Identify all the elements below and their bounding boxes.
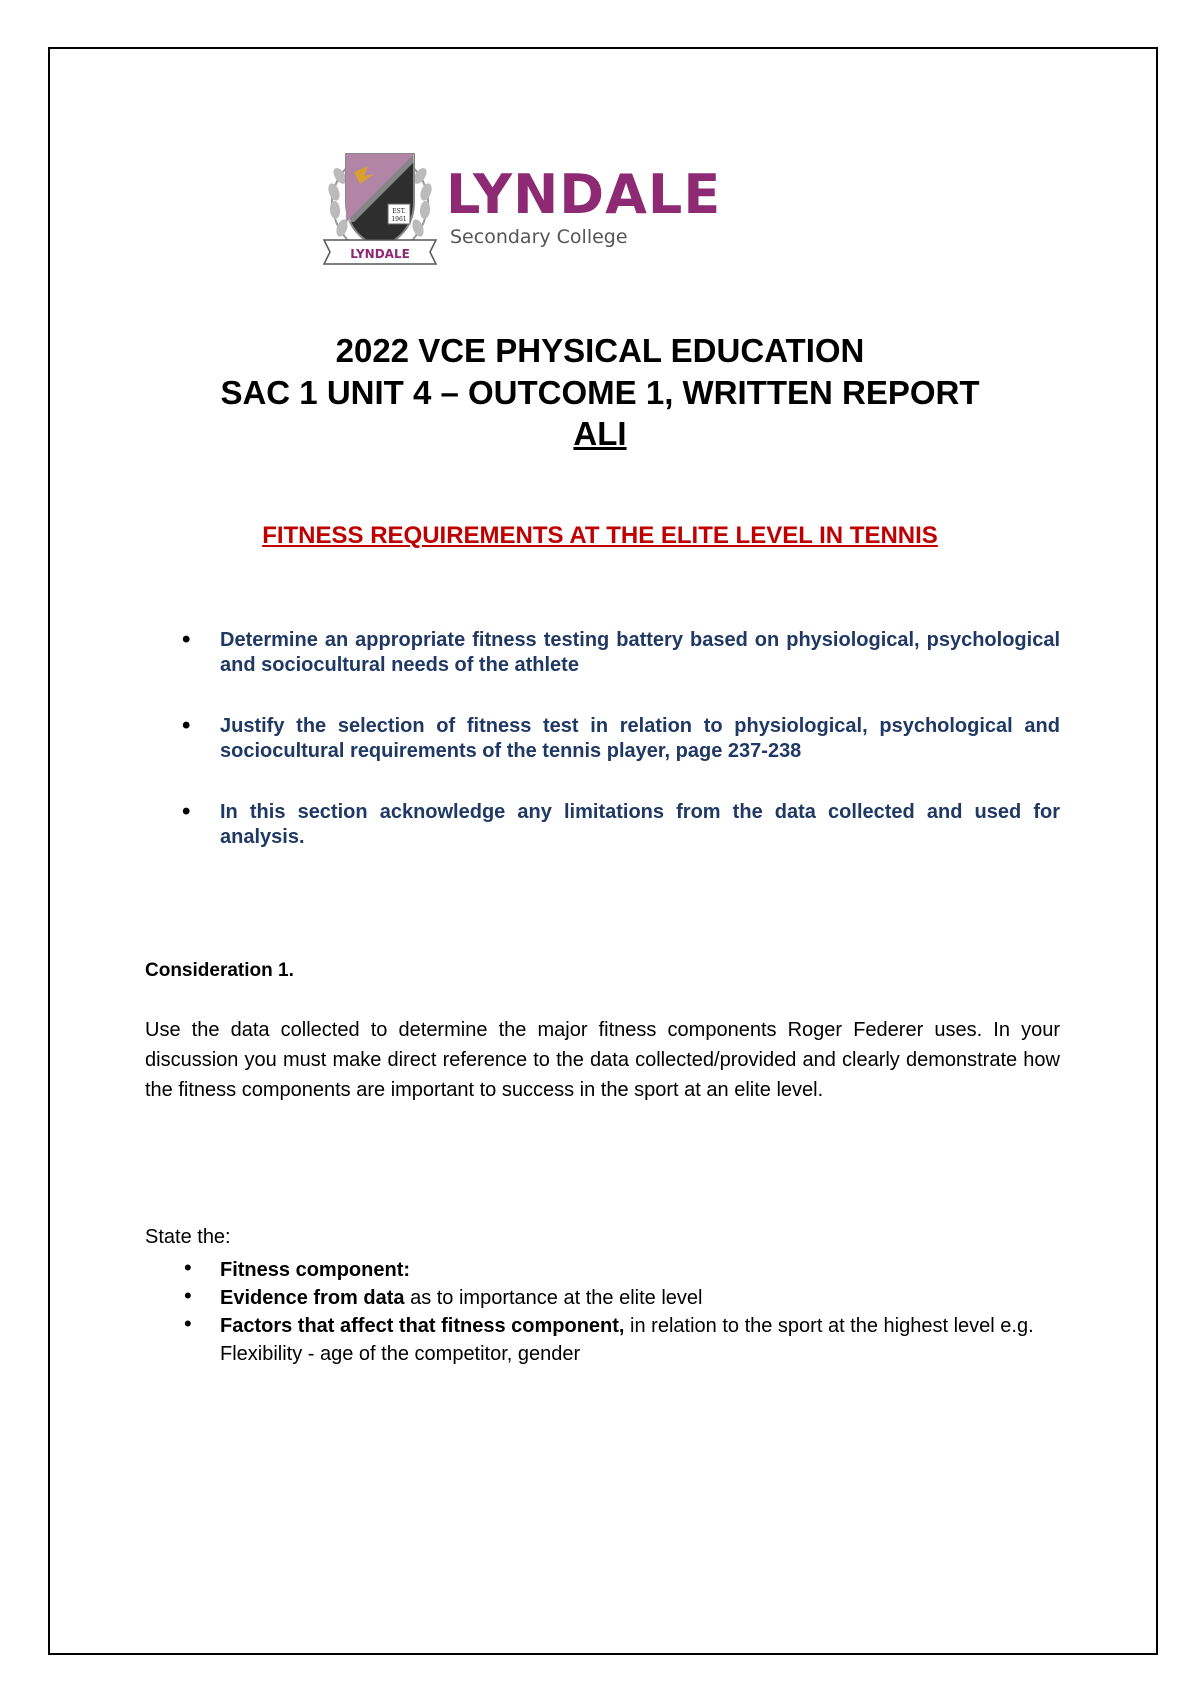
title-line-1: 2022 VCE PHYSICAL EDUCATION (335, 332, 865, 369)
list-item: • In this section acknowledge any limitations from the data collected and used for analysis. (180, 800, 1060, 850)
state-label: State the: (145, 1226, 231, 1248)
list-item (180, 1256, 1040, 1284)
student-name: ALI (573, 415, 627, 452)
crest-banner-text: LYNDALE (350, 247, 410, 261)
list-item (180, 1284, 1040, 1312)
logo-name: LYNDALE (446, 163, 722, 226)
consideration-text: Use the data collected to determine the major fitness components Roger Federer uses. In your discussion you must make direct reference to the data collected/provided and clearly demonstrate how the fitness components are important to success in the sport at an elite level. (145, 1019, 1060, 1101)
state-item-rest: in relation to the sport at the highest level e.g. Flexibility - age of the competitor, gender (220, 1315, 1034, 1365)
crest-year-text: 1961 (391, 216, 407, 223)
state-item-bold: Evidence from data (220, 1287, 405, 1309)
logo-wordmark (446, 163, 722, 248)
state-item-rest: as to importance at the elite level (404, 1287, 703, 1309)
list-item: • Justify the selection of fitness test in relation to physiological, psychological and sociocultural requirements of the tennis player, page 237-238 (180, 714, 1060, 764)
state-item-bold: Fitness component: (220, 1259, 411, 1281)
document-title (0, 330, 1200, 454)
list-item: • Determine an appropriate fitness testing battery based on physiological, psychological and sociocultural needs of the athlete (180, 628, 1060, 678)
requirements-list (180, 628, 1060, 886)
state-list (180, 1256, 1040, 1368)
consideration-heading: Consideration 1. (145, 960, 294, 981)
title-line-2: SAC 1 UNIT 4 – OUTCOME 1, WRITTEN REPORT (220, 374, 980, 411)
report-subtitle: FITNESS REQUIREMENTS AT THE ELITE LEVEL IN TENNIS (262, 522, 938, 549)
crest-est-text: EST. (392, 208, 406, 215)
state-item-bold: Factors that affect that fitness component, (220, 1315, 625, 1337)
logo-subtitle: Secondary College (450, 226, 628, 248)
list-item (180, 1312, 1040, 1368)
